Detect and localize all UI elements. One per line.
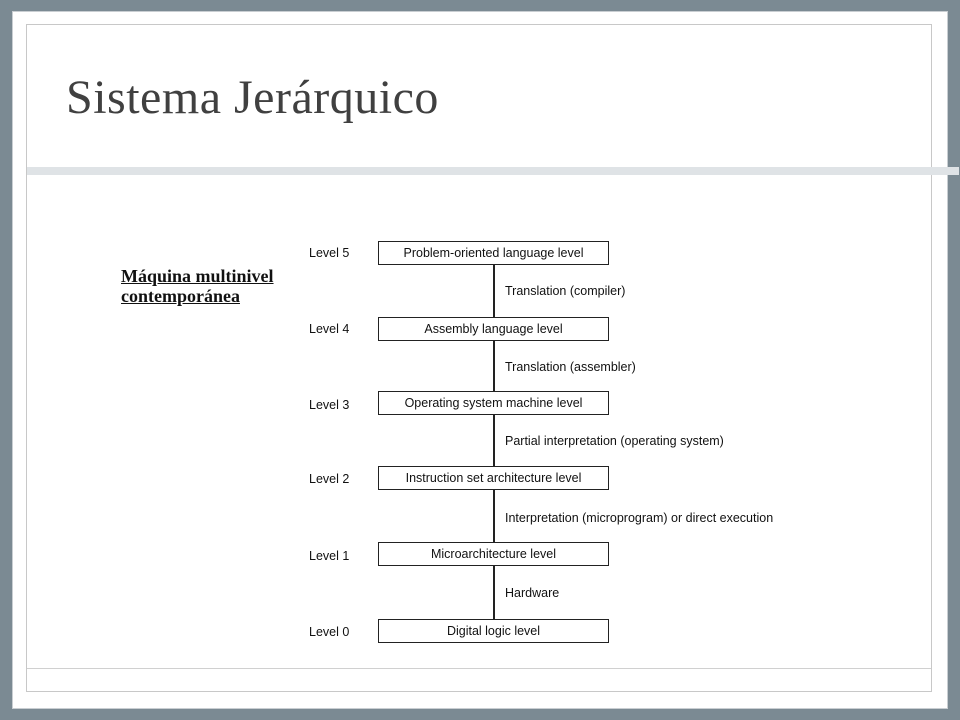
level-box-3: Operating system machine level xyxy=(378,391,609,415)
level-label-3: Level 3 xyxy=(309,398,350,412)
connector-5-4 xyxy=(493,265,495,317)
slide-title: Sistema Jerárquico xyxy=(66,71,439,124)
level-box-0: Digital logic level xyxy=(378,619,609,643)
level-label-0: Level 0 xyxy=(309,625,350,639)
level-label-4: Level 4 xyxy=(309,322,350,336)
connector-4-3 xyxy=(493,341,495,391)
transition-5-4: Translation (compiler) xyxy=(505,284,626,298)
level-box-1: Microarchitecture level xyxy=(378,542,609,566)
title-divider xyxy=(27,167,959,175)
transition-3-2: Partial interpretation (operating system) xyxy=(505,434,724,448)
level-label-1: Level 1 xyxy=(309,549,350,563)
transition-2-1: Interpretation (microprogram) or direct execution xyxy=(505,511,774,525)
level-box-5: Problem-oriented language level xyxy=(378,241,609,265)
side-label-line-2: contemporánea xyxy=(121,286,240,306)
connector-3-2 xyxy=(493,415,495,466)
level-label-5: Level 5 xyxy=(309,246,350,260)
level-label-2: Level 2 xyxy=(309,472,350,486)
connector-2-1 xyxy=(493,490,495,542)
level-box-4: Assembly language level xyxy=(378,317,609,341)
transition-1-0: Hardware xyxy=(505,586,560,600)
transition-4-3: Translation (assembler) xyxy=(505,360,636,374)
footer-divider xyxy=(27,668,931,669)
level-box-2: Instruction set architecture level xyxy=(378,466,609,490)
connector-1-0 xyxy=(493,566,495,619)
side-label xyxy=(121,266,274,306)
side-label-line-1: Máquina multinivel xyxy=(121,266,274,286)
